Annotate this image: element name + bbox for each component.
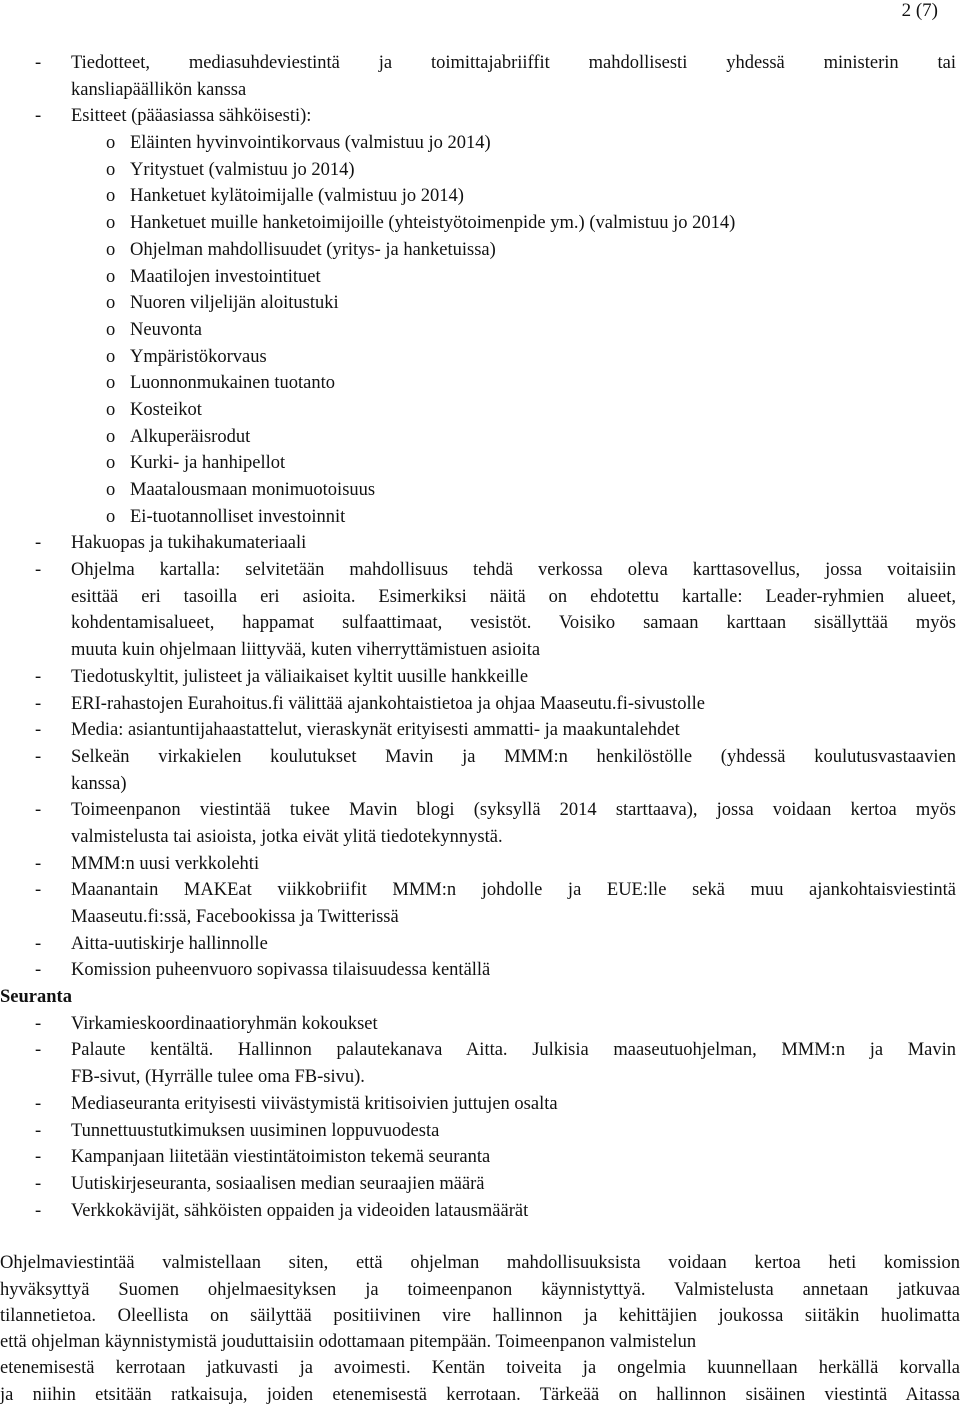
dash-bullet: - bbox=[35, 746, 42, 767]
list-item-line bbox=[0, 904, 960, 931]
list-item-line bbox=[0, 610, 960, 637]
list-item bbox=[0, 744, 960, 797]
list-item-text: MMM:n uusi verkkolehti bbox=[71, 853, 260, 874]
list-item-text: Luonnonmukainen tuotanto bbox=[130, 373, 336, 394]
list-item-line bbox=[0, 290, 960, 317]
list-item-line bbox=[0, 824, 960, 851]
list-item bbox=[0, 530, 960, 557]
dash-bullet: - bbox=[35, 106, 42, 127]
list-item bbox=[0, 664, 960, 691]
list-item-line bbox=[0, 584, 960, 611]
list-item bbox=[0, 103, 960, 130]
communication-list bbox=[0, 50, 960, 984]
dash-bullet: - bbox=[35, 693, 42, 714]
dash-bullet: - bbox=[35, 1173, 42, 1194]
dash-bullet: - bbox=[35, 853, 42, 874]
list-item-line bbox=[0, 744, 960, 771]
list-item-line bbox=[0, 183, 960, 210]
list-item bbox=[0, 1198, 960, 1225]
list-item bbox=[0, 397, 960, 424]
list-item-text: Maatalousmaan monimuotoisuus bbox=[130, 480, 376, 500]
list-item-line bbox=[0, 771, 960, 798]
list-item-line bbox=[0, 130, 960, 157]
list-item-line bbox=[0, 931, 960, 958]
list-item-line bbox=[0, 77, 960, 104]
list-item bbox=[0, 1011, 960, 1038]
list-item-line bbox=[0, 264, 960, 291]
list-item-line bbox=[0, 157, 960, 184]
list-item-line bbox=[0, 370, 960, 397]
list-item-line bbox=[0, 1118, 960, 1145]
list-item-text: Neuvonta bbox=[130, 319, 202, 340]
dash-bullet: - bbox=[35, 800, 42, 821]
list-item bbox=[0, 183, 960, 210]
list-item-line bbox=[0, 717, 960, 744]
list-item-text: Verkkokävijät, sähköisten oppaiden ja videoiden latausmäärät bbox=[71, 1200, 529, 1221]
list-item-line bbox=[0, 397, 960, 424]
list-item bbox=[0, 957, 960, 984]
list-item-text: Hanketuet kylätoimijalle (valmistuu jo 2014) bbox=[130, 186, 464, 207]
dash-bullet: - bbox=[35, 880, 42, 901]
list-item bbox=[0, 317, 960, 344]
list-item-line bbox=[0, 851, 960, 878]
document-body bbox=[0, 50, 960, 1408]
circle-bullet: o bbox=[106, 266, 116, 287]
list-item-text: Esitteet (pääasiassa sähköisesti): bbox=[71, 106, 312, 127]
dash-bullet: - bbox=[35, 1120, 42, 1141]
list-item-text: Aitta-uutiskirje hallinnolle bbox=[71, 933, 268, 954]
list-item-text: kanssa) bbox=[71, 773, 127, 794]
list-item-text: Media: asiantuntijahaastattelut, vieraskynät erityisesti ammatti- ja maakuntalehdet bbox=[71, 720, 680, 741]
circle-bullet: o bbox=[106, 159, 116, 180]
list-item-text: Tiedotuskyltit, julisteet ja väliaikaiset kyltit uusille hankkeille bbox=[71, 666, 529, 687]
list-item-line bbox=[0, 344, 960, 371]
list-item-text: kohdentamisalueet, happamat sulfaattimaat, vesistöt. Voisiko samaan karttaan sisällyttää myös bbox=[71, 613, 956, 634]
circle-bullet: o bbox=[106, 373, 116, 394]
list-item-line bbox=[0, 691, 960, 718]
list-item-text: Toimeenpanon viestintää tukee Mavin blogi (syksyllä 2014 starttaava), jossa voidaan kertoa myös bbox=[71, 800, 956, 821]
dash-bullet: - bbox=[35, 1013, 42, 1034]
list-item bbox=[0, 717, 960, 744]
list-item-line bbox=[0, 477, 960, 504]
list-item-line bbox=[0, 1198, 960, 1225]
dash-bullet: - bbox=[35, 1040, 42, 1061]
list-item bbox=[0, 370, 960, 397]
list-item-line bbox=[0, 1171, 960, 1198]
list-item bbox=[0, 50, 960, 103]
circle-bullet: o bbox=[106, 506, 116, 527]
list-item-line bbox=[0, 1064, 960, 1091]
list-item-line bbox=[0, 450, 960, 477]
list-item-line bbox=[0, 1037, 960, 1064]
dash-bullet: - bbox=[35, 560, 42, 581]
list-item-text: Tunnettuustutkimuksen uusiminen loppuvuodesta bbox=[71, 1120, 440, 1141]
list-item bbox=[0, 344, 960, 371]
list-item bbox=[0, 1144, 960, 1171]
list-item bbox=[0, 210, 960, 237]
list-item bbox=[0, 264, 960, 291]
list-item-text: Kampanjaan liitetään viestintätoimiston tekemä seuranta bbox=[71, 1147, 491, 1168]
list-item-text: Maatilojen investointituet bbox=[130, 266, 321, 287]
circle-bullet: o bbox=[106, 426, 116, 447]
list-item-line bbox=[0, 530, 960, 557]
circle-bullet: o bbox=[106, 480, 116, 500]
list-item-text: Eläinten hyvinvointikorvaus (valmistuu jo 2014) bbox=[130, 133, 491, 154]
list-item-line bbox=[0, 237, 960, 264]
paragraph-line: Ohjelmaviestintää valmistellaan siten, että ohjelman mahdollisuuksista voidaan kertoa heti komission bbox=[0, 1253, 960, 1274]
list-item-line bbox=[0, 877, 960, 904]
list-item-line bbox=[0, 957, 960, 984]
circle-bullet: o bbox=[106, 186, 116, 207]
list-item-line bbox=[0, 797, 960, 824]
list-item bbox=[0, 157, 960, 184]
list-item-text: Alkuperäisrodut bbox=[130, 426, 251, 447]
list-item bbox=[0, 290, 960, 317]
circle-bullet: o bbox=[106, 239, 116, 260]
list-item bbox=[0, 797, 960, 850]
list-item-text: Komission puheenvuoro sopivassa tilaisuudessa kentällä bbox=[71, 960, 491, 981]
list-item-text: Tiedotteet, mediasuhdeviestintä ja toimittajabriiffit mahdollisesti yhdessä ministerin tai bbox=[71, 53, 956, 73]
circle-bullet: o bbox=[106, 346, 116, 367]
list-item bbox=[0, 1171, 960, 1198]
page-number: 2 (7) bbox=[901, 0, 938, 21]
list-item-line bbox=[0, 424, 960, 451]
list-item-line bbox=[0, 103, 960, 130]
section-heading-seuranta: Seuranta bbox=[0, 987, 72, 1008]
list-item-text: esittää eri tasoilla eri asioita. Esimerkiksi näitä on ehdotettu kartalle: Leader-ryhmien alueet, bbox=[71, 586, 956, 607]
list-item-text: Ympäristökorvaus bbox=[130, 346, 267, 367]
list-item-text: FB-sivut, (Hyrrälle tulee oma FB-sivu). bbox=[71, 1067, 365, 1088]
dash-bullet: - bbox=[35, 666, 42, 687]
paragraph-line: tilannetietoa. Oleellista on säilyttää positiivinen vire hallinnon ja kehittäjien joukossa siitäkin huolimatta bbox=[0, 1305, 960, 1326]
circle-bullet: o bbox=[106, 293, 116, 314]
list-item bbox=[0, 691, 960, 718]
spacer bbox=[0, 1224, 960, 1250]
list-item-text: muuta kuin ohjelmaan liittyvää, kuten viherryttämistuen asioita bbox=[71, 640, 541, 661]
circle-bullet: o bbox=[106, 213, 116, 234]
list-item-text: Yritystuet (valmistuu jo 2014) bbox=[130, 159, 355, 180]
list-item-text: Hanketuet muille hanketoimijoille (yhteistyötoimenpide ym.) (valmistuu jo 2014) bbox=[130, 213, 736, 234]
list-item-text: Virkamieskoordinaatioryhmän kokoukset bbox=[71, 1013, 378, 1034]
list-item-text: Ohjelma kartalla: selvitetään mahdollisuus tehdä verkossa oleva karttasovellus, jossa voitaisiin bbox=[71, 560, 956, 581]
list-item bbox=[0, 1091, 960, 1118]
list-item bbox=[0, 130, 960, 157]
circle-bullet: o bbox=[106, 399, 116, 420]
list-item-text: kansliapäällikön kanssa bbox=[71, 79, 247, 100]
list-item-line bbox=[0, 1011, 960, 1038]
list-item-text: Ei-tuotannolliset investoinnit bbox=[130, 506, 346, 527]
list-item-text: ERI-rahastojen Eurahoitus.fi välittää ajankohtaistietoa ja ohjaa Maaseutu.fi-sivustolle bbox=[71, 693, 705, 714]
list-item bbox=[0, 450, 960, 477]
list-item-line bbox=[0, 557, 960, 584]
dash-bullet: - bbox=[35, 1200, 42, 1221]
list-item bbox=[0, 504, 960, 531]
list-item-text: valmistelusta tai asioista, jotka eivät ylitä tiedotekynnystä. bbox=[71, 826, 503, 847]
monitoring-list bbox=[0, 1011, 960, 1225]
closing-paragraph bbox=[0, 1250, 960, 1408]
list-item bbox=[0, 877, 960, 930]
circle-bullet: o bbox=[106, 453, 116, 474]
list-item bbox=[0, 424, 960, 451]
list-item-text: Selkeän virkakielen koulutukset Mavin ja MMM:n henkilöstölle (yhdessä koulutusvastaavien bbox=[71, 746, 956, 767]
list-item-line bbox=[0, 1144, 960, 1171]
list-item-line bbox=[0, 504, 960, 531]
paragraph-line: ja niihin etsitään ratkaisuja, joiden etenemisestä kerrotaan. Tärkeää on hallinnon sisäinen viestintä Aitassa bbox=[0, 1384, 960, 1405]
paragraph-line: hyväksyttyä Suomen ohjelmaesityksen ja toimeenpanon käynnistyttyä. Valmistelusta annetaan jatkuvaa bbox=[0, 1279, 960, 1300]
list-item bbox=[0, 931, 960, 958]
list-item-text: Palaute kentältä. Hallinnon palautekanava Aitta. Julkisia maaseutuohjelman, MMM:n ja Mavin bbox=[71, 1040, 956, 1061]
paragraph-line: etenemisestä kerrotaan jatkuvasti ja avoimesti. Kentän toiveita ja ongelmia kuunnellaan herkällä korvalla bbox=[0, 1358, 960, 1379]
list-item-line bbox=[0, 50, 960, 77]
list-item-line bbox=[0, 1091, 960, 1118]
list-item-text: Mediaseuranta erityisesti viivästymistä kritisoivien juttujen osalta bbox=[71, 1093, 558, 1114]
list-item-line bbox=[0, 637, 960, 664]
list-item-line bbox=[0, 317, 960, 344]
list-item-text: Uutiskirjeseuranta, sosiaalisen median seuraajien määrä bbox=[71, 1173, 485, 1194]
list-item-text: Kurki- ja hanhipellot bbox=[130, 453, 286, 474]
list-item bbox=[0, 1118, 960, 1145]
list-item bbox=[0, 1037, 960, 1090]
circle-bullet: o bbox=[106, 319, 116, 340]
dash-bullet: - bbox=[35, 720, 42, 741]
list-item-text: Ohjelman mahdollisuudet (yritys- ja hanketuissa) bbox=[130, 239, 496, 260]
circle-bullet: o bbox=[106, 133, 116, 154]
list-item-text: Maanantain MAKEat viikkobriifit MMM:n johdolle ja EUE:lle sekä muu ajankohtaisviestintä bbox=[71, 880, 956, 901]
list-item-text: Hakuopas ja tukihakumateriaali bbox=[71, 533, 307, 554]
dash-bullet: - bbox=[35, 533, 42, 554]
list-item-line bbox=[0, 210, 960, 237]
list-item-text: Nuoren viljelijän aloitustuki bbox=[130, 293, 339, 314]
list-item bbox=[0, 557, 960, 664]
dash-bullet: - bbox=[35, 1147, 42, 1168]
dash-bullet: - bbox=[35, 53, 42, 73]
list-item-text: Kosteikot bbox=[130, 399, 202, 420]
dash-bullet: - bbox=[35, 960, 42, 981]
list-item bbox=[0, 477, 960, 504]
paragraph-line: että ohjelman käynnistymistä jouduttaisiin odottamaan pitempään. Toimeenpanon valmistelun bbox=[0, 1332, 697, 1353]
list-item-line bbox=[0, 664, 960, 691]
dash-bullet: - bbox=[35, 933, 42, 954]
list-item-text: Maaseutu.fi:ssä, Facebookissa ja Twitterissä bbox=[71, 907, 399, 927]
list-item bbox=[0, 237, 960, 264]
dash-bullet: - bbox=[35, 1093, 42, 1114]
list-item bbox=[0, 851, 960, 878]
